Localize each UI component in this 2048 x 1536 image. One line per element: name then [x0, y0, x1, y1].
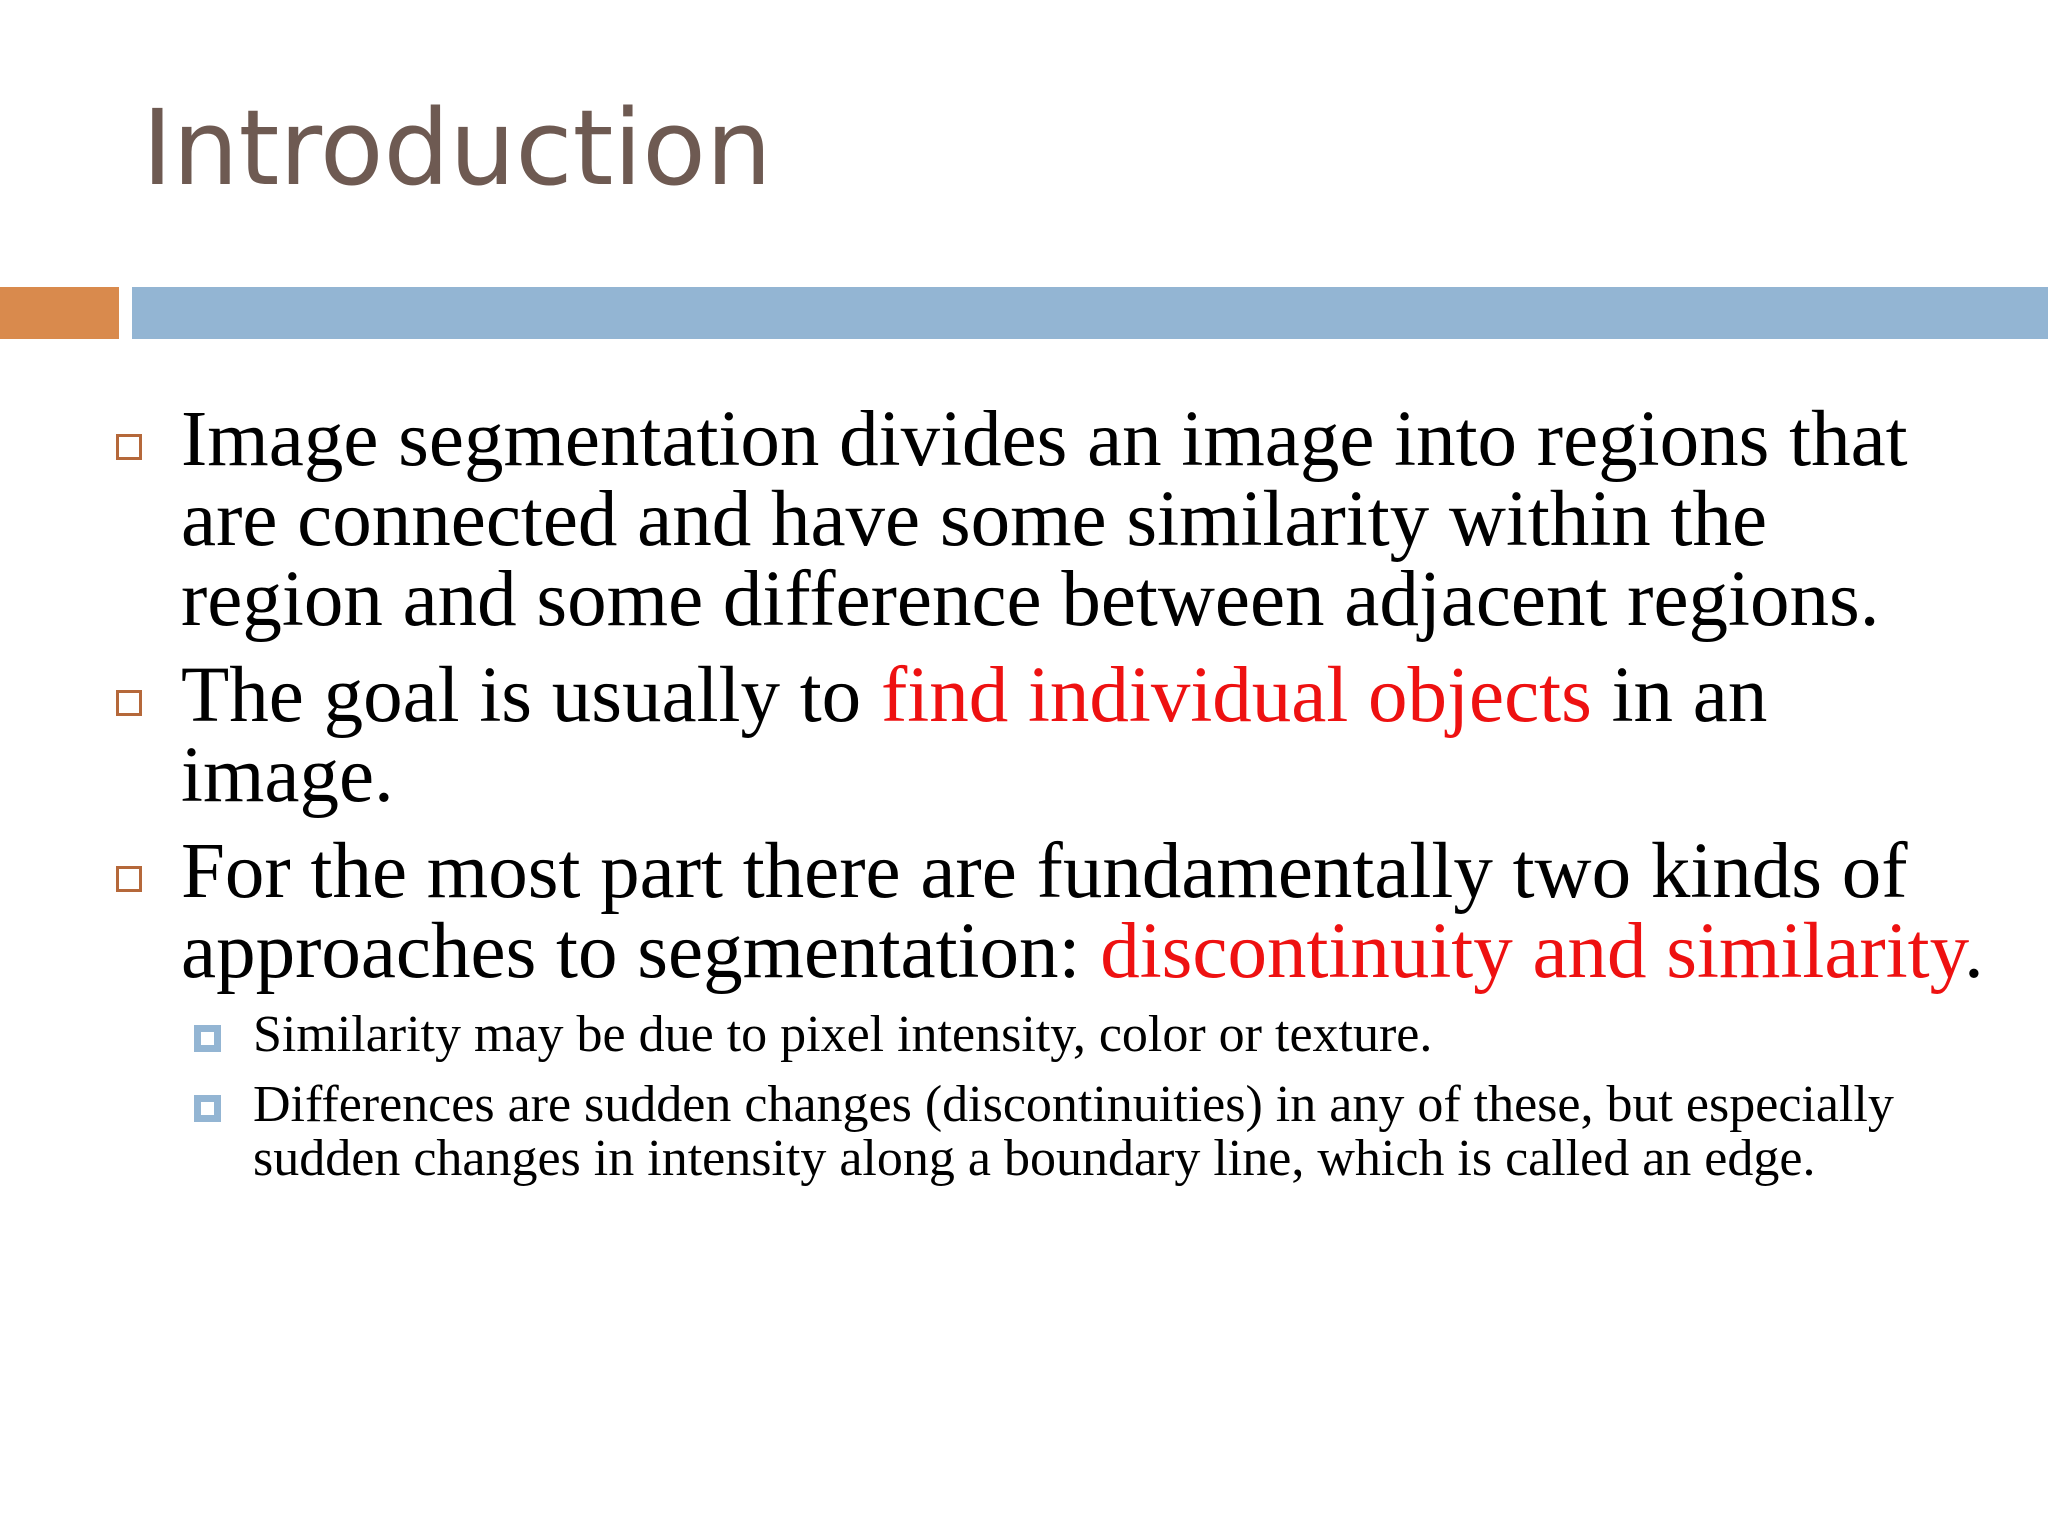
sub-bullet-text: Differences are sudden changes (discontinuities) in any of these, but especially sudden changes in intensity along a boundary line, which is called an edge.	[253, 1076, 1894, 1187]
square-bullet-icon	[116, 690, 142, 716]
bullet-highlight: find individual objects	[880, 652, 1592, 739]
slide-content	[0, 396, 2048, 1202]
accent-bar-blue	[132, 287, 2048, 339]
bullet-text: Image segmentation divides an image into regions that are connected and have some similarity within the region and some difference between adjacent regions.	[181, 396, 1908, 643]
bullet-text-before: The goal is usually to	[181, 652, 881, 739]
square-bullet-icon	[116, 866, 142, 892]
sub-bullet-item-1	[0, 1008, 2048, 1062]
bullet-item-2	[0, 652, 2048, 819]
filled-square-bullet-icon	[194, 1025, 221, 1052]
bullet-item-1	[0, 396, 2048, 643]
sub-bullet-item-2	[0, 1078, 2048, 1186]
accent-bar-orange	[0, 287, 119, 339]
bullet-text-after: in an image.	[181, 652, 1768, 819]
square-bullet-icon	[116, 434, 142, 460]
bullet-text-before: For the most part there are fundamentally two kinds of approaches to segmentation:	[181, 828, 1908, 995]
bullet-text-after: .	[1963, 908, 1984, 995]
bullet-highlight: discontinuity and similarity	[1100, 908, 1964, 995]
sub-bullet-text: Similarity may be due to pixel intensity, color or texture.	[253, 1006, 1433, 1063]
filled-square-bullet-icon	[194, 1095, 221, 1122]
bullet-item-3	[0, 828, 2048, 995]
sub-bullet-list	[0, 1008, 2048, 1186]
slide-title: Introduction	[142, 87, 772, 209]
